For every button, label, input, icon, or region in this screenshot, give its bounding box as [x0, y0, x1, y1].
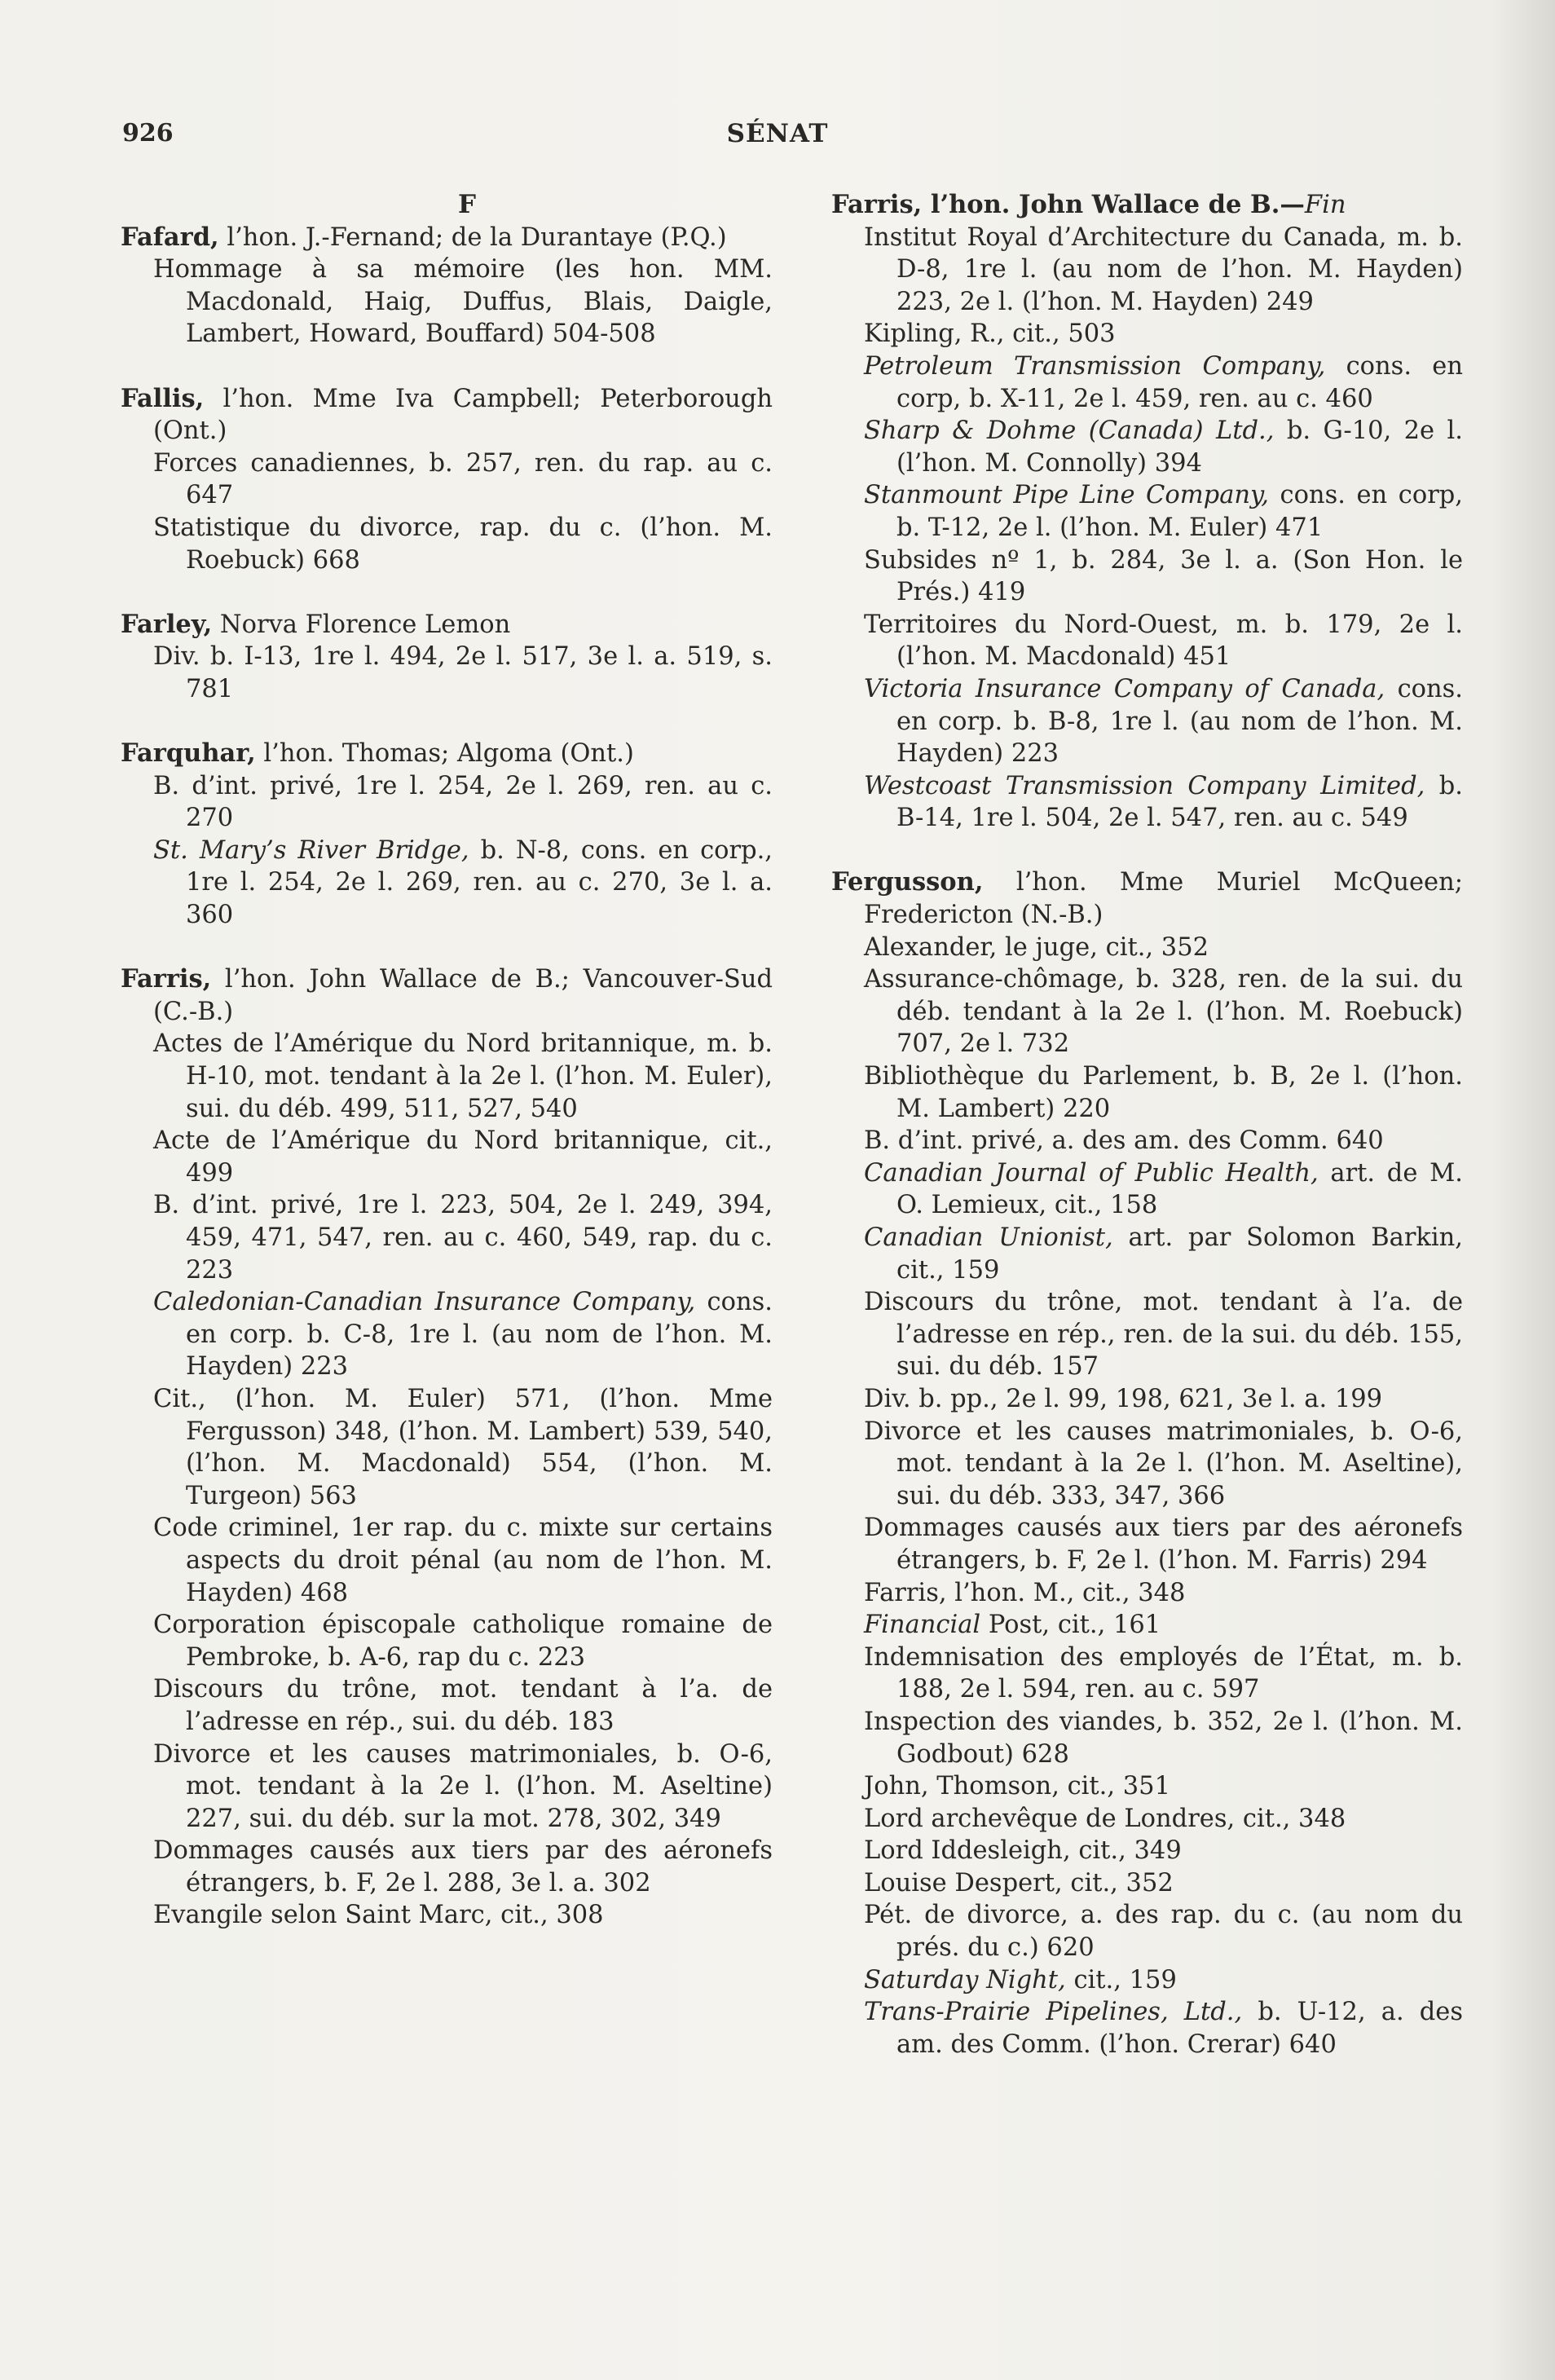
subentry-text: Div. b. I-13, 1re l. 494, 2e l. 517, 3e l. a. 519, s. 781	[153, 642, 773, 703]
subentry	[864, 963, 1463, 1060]
index-entry	[121, 738, 773, 932]
subentry-text: Forces canadiennes, b. 257, ren. du rap. au c. 647	[153, 448, 773, 510]
subentry	[153, 1835, 773, 1899]
entry-name: Fafard,	[121, 222, 219, 252]
entry-continued-marker: Fin	[1304, 191, 1346, 219]
subentry-text: Discours du trône, mot. tendant à l’a. de l’adresse en rép., ren. de la sui. du déb. 155, sui. du déb. 157	[864, 1288, 1463, 1382]
subentry	[153, 1739, 773, 1836]
subentry	[864, 479, 1463, 544]
subentry-title: Victoria Insurance Company of Canada,	[864, 674, 1385, 703]
running-header	[0, 119, 1555, 152]
entry-name: Fallis,	[121, 383, 205, 413]
subentry	[153, 1673, 773, 1738]
subentry-text: Code criminel, 1er rap. du c. mixte sur certains aspects du droit pénal (au nom de l’hon. M. Hayden) 468	[153, 1514, 773, 1607]
subentry	[864, 318, 1463, 350]
entry-heading	[121, 222, 773, 254]
subentry-text: Acte de l’Amérique du Nord britannique, cit., 499	[153, 1126, 773, 1188]
subentry	[864, 1770, 1463, 1803]
subentry-text: John, Thomson, cit., 351	[864, 1772, 1170, 1801]
subentry	[864, 1996, 1463, 2060]
entry-details: l’hon. Mme Iva Campbell; Peterborough (Ont.)	[153, 384, 773, 446]
subentry	[864, 1286, 1463, 1383]
subentry-text: Post, cit., 161	[980, 1611, 1161, 1640]
subentry	[153, 1286, 773, 1383]
subentry	[153, 770, 773, 835]
index-entry	[121, 222, 773, 350]
subentry	[864, 544, 1463, 609]
subentry	[864, 1157, 1463, 1222]
subentry	[153, 1189, 773, 1286]
subentry	[153, 641, 773, 705]
subentry-text: cit., 159	[1065, 1965, 1177, 1994]
subentry	[864, 222, 1463, 319]
subentry-text: Statistique du divorce, rap. du c. (l’hon. M. Roebuck) 668	[153, 513, 773, 575]
subentry	[864, 1803, 1463, 1836]
subentry-text: Divorce et les causes matrimoniales, b. O-6, mot. tendant à la 2e l. (l’hon. M. Aseltine) 227, sui. du déb. sur la mot. 278, 302, 349	[153, 1739, 773, 1833]
entry-heading	[121, 383, 773, 447]
entry-heading	[121, 609, 773, 641]
subentry	[153, 1609, 773, 1673]
subentry-text: b. G-10, 2e l. (l’hon. M. Connolly) 394	[896, 416, 1463, 478]
subentry	[864, 1577, 1463, 1610]
subentry-text: Dommages causés aux tiers par des aéronefs étrangers, b. F, 2e l. (l’hon. M. Farris) 294	[864, 1514, 1463, 1575]
subentry-title: Westcoast Transmission Company Limited,	[864, 771, 1425, 800]
page-number: 926	[122, 119, 174, 148]
subentry	[153, 447, 773, 512]
right-column	[831, 189, 1463, 2060]
subentry	[864, 770, 1463, 835]
subentry-text: b. N-8, cons. en corp., 1re l. 254, 2e l. 269, ren. au c. 270, 3e l. a. 360	[186, 835, 773, 930]
subentry-text: Divorce et les causes matrimoniales, b. O-6, mot. tendant à la 2e l. (l’hon. M. Aseltine), sui. du déb. 333, 347, 366	[864, 1417, 1463, 1510]
entry-details: l’hon. John Wallace de B.; Vancouver-Sud (C.-B.)	[153, 965, 773, 1026]
entry-name: Farris,	[121, 964, 212, 994]
subentry	[153, 253, 773, 350]
entry-details: l’hon. Thomas; Algoma (Ont.)	[255, 739, 634, 769]
left-column	[121, 189, 773, 1932]
subentry-text: Dommages causés aux tiers par des aéronefs étrangers, b. F, 2e l. 288, 3e l. a. 302	[153, 1836, 773, 1897]
subentry	[864, 1706, 1463, 1770]
subentry-title: Saturday Night,	[864, 1965, 1066, 1994]
subentry-title: Petroleum Transmission Company,	[864, 351, 1326, 381]
subentry-text: Indemnisation des employés de l’État, m. b. 188, 2e l. 594, ren. au c. 597	[864, 1642, 1463, 1704]
subentry-text: Div. b. pp., 2e l. 99, 198, 621, 3e l. a. 199	[864, 1384, 1383, 1413]
subentry	[153, 512, 773, 576]
subentry	[864, 415, 1463, 479]
entry-name: Fergusson,	[831, 867, 984, 897]
subentry	[153, 1899, 773, 1932]
subentry-text: Louise Despert, cit., 352	[864, 1868, 1174, 1897]
subentry	[864, 350, 1463, 415]
subentry-title: Canadian Unionist,	[864, 1223, 1113, 1252]
entry-details: Norva Florence Lemon	[212, 610, 511, 639]
subentry-title: Caledonian-Canadian Insurance Company,	[153, 1288, 696, 1317]
subentry-text: Actes de l’Amérique du Nord britannique, m. b. H-10, mot. tendant à la 2e l. (l’hon. M. Euler), sui. du déb. 499, 511, 527, 540	[153, 1029, 773, 1123]
subentry-text: Hommage à sa mémoire (les hon. MM. Macdonald, Haig, Duffus, Blais, Daigle, Lambert, Howard, Bouffard) 504-508	[153, 255, 773, 349]
entry-name: Farley,	[121, 609, 213, 639]
index-entry	[831, 189, 1463, 835]
subentry	[864, 1060, 1463, 1125]
entry-heading	[831, 866, 1463, 931]
subentry-title: Canadian Journal of Public Health,	[864, 1158, 1319, 1188]
subentry-text: cons. en corp. b. B-8, 1re l. (au nom de l’hon. M. Hayden) 223	[896, 674, 1463, 769]
subentry-text: cons. en corp. b. C-8, 1re l. (au nom de l’hon. M. Hayden) 223	[186, 1288, 773, 1382]
subentry	[864, 1512, 1463, 1576]
entry-details: l’hon. J.-Fernand; de la Durantaye (P.Q.)	[218, 223, 727, 252]
subentry-text: Institut Royal d’Architecture du Canada, m. b. D-8, 1re l. (au nom de l’hon. M. Hayden) 223, 2e l. (l’hon. M. Hayden) 249	[864, 223, 1463, 316]
entry-heading	[121, 738, 773, 770]
subentry-text: Farris, l’hon. M., cit., 348	[864, 1578, 1186, 1607]
subentry	[864, 1835, 1463, 1867]
left-entries	[121, 222, 773, 1932]
subentry-text: B. d’int. privé, 1re l. 223, 504, 2e l. 249, 394, 459, 471, 547, ren. au c. 460, 549, rap. du c. 223	[153, 1191, 773, 1285]
entry-name: Farquhar,	[121, 738, 256, 769]
subentry-title: St. Mary’s River Bridge,	[153, 835, 469, 865]
subentry	[864, 932, 1463, 964]
subentry	[864, 673, 1463, 770]
subentry-text: Kipling, R., cit., 503	[864, 320, 1116, 349]
section-letter: F	[457, 190, 476, 219]
subentry	[153, 1125, 773, 1189]
subentry	[864, 1609, 1463, 1642]
subentry	[864, 1416, 1463, 1513]
subentry	[153, 1383, 773, 1512]
subentry-text: Subsides nº 1, b. 284, 3e l. a. (Son Hon. le Prés.) 419	[864, 545, 1463, 607]
subentry-text: Discours du trône, mot. tendant à l’a. de l’adresse en rép., sui. du déb. 183	[153, 1675, 773, 1736]
subentry-title: Stanmount Pipe Line Company,	[864, 481, 1269, 510]
subentry-text: Assurance-chômage, b. 328, ren. de la sui. du déb. tendant à la 2e l. (l’hon. M. Roebuck) 707, 2e l. 732	[864, 965, 1463, 1059]
entry-heading	[121, 963, 773, 1028]
subentry	[864, 1964, 1463, 1997]
index-entry	[121, 609, 773, 706]
subentry-text: cons. en corp, b. T-12, 2e l. (l’hon. M. Euler) 471	[896, 481, 1463, 542]
subentry	[153, 1028, 773, 1125]
subentry-text: b. U-12, a. des am. des Comm. (l’hon. Crerar) 640	[896, 1998, 1463, 2059]
subentry	[153, 1512, 773, 1609]
subentry	[864, 1222, 1463, 1286]
entry-name: Farris, l’hon. John Wallace de B.—	[831, 190, 1305, 219]
subentry-text: Lord archevêque de Londres, cit., 348	[864, 1804, 1346, 1833]
subentry	[864, 1125, 1463, 1157]
subentry-title: Trans-Prairie Pipelines, Ltd.,	[864, 1998, 1243, 2027]
subentry-text: B. d’int. privé, a. des am. des Comm. 640	[864, 1126, 1384, 1156]
subentry	[864, 1899, 1463, 1964]
subentry-text: B. d’int. privé, 1re l. 254, 2e l. 269, ren. au c. 270	[153, 771, 773, 833]
subentry-text: Alexander, le juge, cit., 352	[864, 932, 1209, 962]
subentry-text: art. par Solomon Barkin, cit., 159	[896, 1223, 1463, 1285]
subentry-text: Bibliothèque du Parlement, b. B, 2e l. (l’hon. M. Lambert) 220	[864, 1062, 1463, 1123]
subentry	[153, 835, 773, 932]
subentry-text: Evangile selon Saint Marc, cit., 308	[153, 1901, 604, 1930]
subentry-title: Financial	[864, 1611, 981, 1640]
running-title: SÉNAT	[726, 119, 829, 148]
index-entry	[121, 963, 773, 1932]
subentry-text: Lord Iddesleigh, cit., 349	[864, 1836, 1182, 1866]
index-entry	[121, 383, 773, 577]
subentry-text: cons. en corp, b. X-11, 2e l. 459, ren. au c. 460	[896, 351, 1463, 413]
index-entry	[831, 866, 1463, 2060]
subentry-text: Inspection des viandes, b. 352, 2e l. (l’hon. M. Godbout) 628	[864, 1707, 1463, 1769]
subentry-text: Territoires du Nord-Ouest, m. b. 179, 2e l. (l’hon. M. Macdonald) 451	[864, 610, 1463, 672]
subentry-text: art. de M. O. Lemieux, cit., 158	[896, 1158, 1463, 1220]
subentry	[864, 609, 1463, 673]
subentry-text: Cit., (l’hon. M. Euler) 571, (l’hon. Mme Fergusson) 348, (l’hon. M. Lambert) 539, 540, (l’hon. M. Macdonald) 554, (l’hon. M. Turgeon) 563	[153, 1384, 773, 1510]
subentry-text: b. B-14, 1re l. 504, 2e l. 547, ren. au c. 549	[896, 771, 1463, 833]
right-entries	[831, 189, 1463, 2060]
entry-heading	[831, 189, 1463, 222]
entry-details: l’hon. Mme Muriel McQueen; Fredericton (N.-B.)	[864, 868, 1463, 930]
subentry-text: Corporation épiscopale catholique romaine de Pembroke, b. A-6, rap du c. 223	[153, 1611, 773, 1672]
subentry	[864, 1867, 1463, 1900]
subentry-title: Sharp & Dohme (Canada) Ltd.,	[864, 416, 1275, 446]
subentry	[864, 1642, 1463, 1706]
subentry	[864, 1383, 1463, 1416]
subentry-text: Pét. de divorce, a. des rap. du c. (au nom du prés. du c.) 620	[864, 1901, 1463, 1963]
